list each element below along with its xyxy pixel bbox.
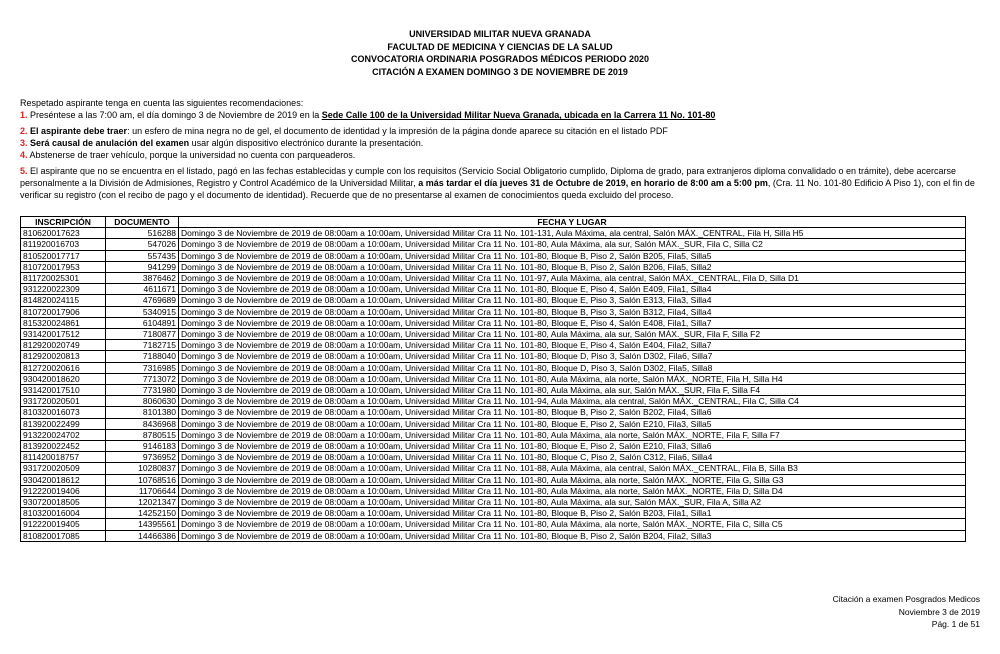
header-faculty: FACULTAD DE MEDICINA Y CIENCIAS DE LA SALUD [387,41,613,52]
inscripcion-cell: 811920016703 [21,239,106,250]
inscripcion-cell: 931720020501 [21,396,106,407]
recommendation-4-number: 4. [20,150,28,160]
inscripcion-cell: 812720020616 [21,362,106,373]
documento-cell: 7188040 [106,351,179,362]
documento-cell: 3876462 [106,273,179,284]
inscripcion-cell: 812920020813 [21,351,106,362]
inscripcion-cell: 810320016073 [21,407,106,418]
header-citation: CITACIÓN A EXAMEN DOMINGO 3 DE NOVIEMBRE DE 2019 [372,66,628,77]
fecha-lugar-cell: Domingo 3 de Noviembre de 2019 de 08:00am a 10:00am, Universidad Militar Cra 11 No. 101-131, Aula Máxima, ala central, Salón MÁX._CENTRAL, Fila H, Silla H5 [179,228,966,239]
documento-cell: 941299 [106,261,179,272]
fecha-lugar-cell: Domingo 3 de Noviembre de 2019 de 08:00am a 10:00am, Universidad Militar Cra 11 No. 101-80, Aula Máxima, ala norte, Salón MÁX._NORTE, Fila H, Silla H4 [179,373,966,384]
documento-cell: 4769689 [106,295,179,306]
documento-cell: 9736952 [106,452,179,463]
footer-title: Citación a examen Posgrados Medicos [832,594,980,604]
fecha-lugar-cell: Domingo 3 de Noviembre de 2019 de 08:00am a 10:00am, Universidad Militar Cra 11 No. 101-80, Bloque E, Piso 3, Salón E313, Fila3, Silla4 [179,295,966,306]
column-header-fecha-lugar: FECHA Y LUGAR [179,217,966,228]
inscripcion-cell: 930420018612 [21,474,106,485]
table-row [21,329,966,340]
recommendation-2-number: 2. [20,126,28,136]
fecha-lugar-cell: Domingo 3 de Noviembre de 2019 de 08:00am a 10:00am, Universidad Militar Cra 11 No. 101-80, Bloque B, Piso 2, Salón B205, Fila5, Silla5 [179,250,966,261]
citation-table [20,216,966,542]
recommendation-2 [20,125,980,137]
fecha-lugar-cell: Domingo 3 de Noviembre de 2019 de 08:00am a 10:00am, Universidad Militar Cra 11 No. 101-94, Aula Máxima, ala central, Salón MÁX._CENTRAL, Fila C, Silla C4 [179,396,966,407]
fecha-lugar-cell: Domingo 3 de Noviembre de 2019 de 08:00am a 10:00am, Universidad Militar Cra 11 No. 101-80, Bloque E, Piso 2, Salón E210, Fila3, Silla6 [179,441,966,452]
fecha-lugar-cell: Domingo 3 de Noviembre de 2019 de 08:00am a 10:00am, Universidad Militar Cra 11 No. 101-80, Aula Máxima, ala norte, Salón MÁX._NORTE, Fila G, Silla G3 [179,474,966,485]
fecha-lugar-cell: Domingo 3 de Noviembre de 2019 de 08:00am a 10:00am, Universidad Militar Cra 11 No. 101-80, Aula Máxima, ala sur, Salón MÁX._SUR, Fila C, Silla C2 [179,239,966,250]
recommendation-1 [20,109,980,121]
table-row [21,474,966,485]
fecha-lugar-cell: Domingo 3 de Noviembre de 2019 de 08:00am a 10:00am, Universidad Militar Cra 11 No. 101-80, Bloque B, Piso 2, Salón B203, Fila1, Silla1 [179,508,966,519]
inscripcion-cell: 810320016004 [21,508,106,519]
document-header [0,28,1000,78]
documento-cell: 8436968 [106,418,179,429]
recommendation-1-number: 1. [20,110,28,120]
table-row [21,273,966,284]
fecha-lugar-cell: Domingo 3 de Noviembre de 2019 de 08:00am a 10:00am, Universidad Militar Cra 11 No. 101-80, Bloque B, Piso 2, Salón B204, Fila2, Silla3 [179,530,966,541]
inscripcion-cell: 912220019405 [21,519,106,530]
documento-cell: 14466386 [106,530,179,541]
documento-cell: 7731980 [106,385,179,396]
intro-lead: Respetado aspirante tenga en cuenta las siguientes recomendaciones: [20,98,304,108]
fecha-lugar-cell: Domingo 3 de Noviembre de 2019 de 08:00am a 10:00am, Universidad Militar Cra 11 No. 101-80, Bloque E, Piso 2, Salón E210, Fila3, Silla5 [179,418,966,429]
documento-cell: 7713072 [106,373,179,384]
table-row [21,317,966,328]
recommendation-4-text: Abstenerse de traer vehículo, porque la universidad no cuenta con parqueaderos. [27,150,356,160]
documento-cell: 11706644 [106,485,179,496]
inscripcion-cell: 810820017085 [21,530,106,541]
documento-cell: 516288 [106,228,179,239]
documento-cell: 10768516 [106,474,179,485]
documento-cell: 6104891 [106,317,179,328]
table-row [21,340,966,351]
table-row [21,407,966,418]
inscripcion-cell: 810720017953 [21,261,106,272]
table-row [21,519,966,530]
table-row [21,463,966,474]
inscripcion-cell: 811720025301 [21,273,106,284]
recommendation-5-deadline: a más tardar el día jueves 31 de Octubre de 2019, en horario de 8:00 am a 5:00 pm [418,178,768,188]
recommendation-3-bold: Será causal de anulación del examen [27,138,190,148]
documento-cell: 8060630 [106,396,179,407]
recommendation-5-text-b: , (Cra. 11 No. 101-80 Edificio A Piso 1), con el fin de verificar su registro (con el recibo de pago y el documento de identidad). Recuerde que de no presentarse al examen de conocimientos queda excluido del proceso. [20,178,975,200]
table-row [21,362,966,373]
fecha-lugar-cell: Domingo 3 de Noviembre de 2019 de 08:00am a 10:00am, Universidad Militar Cra 11 No. 101-80, Bloque C, Piso 2, Salón C312, Fila6, Silla4 [179,452,966,463]
recommendation-3-number: 3. [20,138,28,148]
fecha-lugar-cell: Domingo 3 de Noviembre de 2019 de 08:00am a 10:00am, Universidad Militar Cra 11 No. 101-80, Bloque B, Piso 2, Salón B202, Fila4, Silla6 [179,407,966,418]
fecha-lugar-cell: Domingo 3 de Noviembre de 2019 de 08:00am a 10:00am, Universidad Militar Cra 11 No. 101-80, Bloque D, Piso 3, Salón D302, Fila6, Silla7 [179,351,966,362]
documento-cell: 7180877 [106,329,179,340]
column-header-documento: DOCUMENTO [106,217,179,228]
fecha-lugar-cell: Domingo 3 de Noviembre de 2019 de 08:00am a 10:00am, Universidad Militar Cra 11 No. 101-80, Bloque E, Piso 4, Salón E409, Fila1, Silla4 [179,284,966,295]
recommendation-2-text: : un esfero de mina negra no de gel, el documento de identidad y la impresión de la página donde aparece su citación en el listado PDF [127,126,668,136]
table-row [21,295,966,306]
table-row [21,396,966,407]
inscripcion-cell: 931420017512 [21,329,106,340]
fecha-lugar-cell: Domingo 3 de Noviembre de 2019 de 08:00am a 10:00am, Universidad Militar Cra 11 No. 101-80, Bloque E, Piso 4, Salón E408, Fila1, Silla7 [179,317,966,328]
inscripcion-cell: 813920022499 [21,418,106,429]
recommendation-5-text-a: El aspirante que no se encuentra en el listado, pagó en las fechas establecidas y cumple con los requisitos (Servicio Social Obligatorio cumplido, Diploma de grado, para extranjeros diploma convalidado o en trámite), debe acercarse personalmente a la División de Admisiones, Registro y Control Académico de la Universidad Militar, [20,166,957,188]
inscripcion-cell: 931420017510 [21,385,106,396]
fecha-lugar-cell: Domingo 3 de Noviembre de 2019 de 08:00am a 10:00am, Universidad Militar Cra 11 No. 101-80, Bloque B, Piso 3, Salón B312, Fila4, Silla4 [179,306,966,317]
recommendation-1-text: Preséntese a las 7:00 am, el día domingo 3 de Noviembre de 2019 en la [27,110,322,120]
table-row [21,418,966,429]
table-row [21,351,966,362]
inscripcion-cell: 815320024861 [21,317,106,328]
fecha-lugar-cell: Domingo 3 de Noviembre de 2019 de 08:00am a 10:00am, Universidad Militar Cra 11 No. 101-88, Aula Máxima, ala central, Salón MÁX._CENTRAL, Fila B, Silla B3 [179,463,966,474]
inscripcion-cell: 931720020509 [21,463,106,474]
table-row [21,530,966,541]
table-row [21,250,966,261]
documento-cell: 557435 [106,250,179,261]
inscripcion-cell: 812920020749 [21,340,106,351]
inscripcion-cell: 814820024115 [21,295,106,306]
table-row [21,228,966,239]
table-row [21,508,966,519]
fecha-lugar-cell: Domingo 3 de Noviembre de 2019 de 08:00am a 10:00am, Universidad Militar Cra 11 No. 101-97, Aula Máxima, ala central, Salón MÁX._CENTRAL, Fila D, Silla D1 [179,273,966,284]
recommendation-5 [20,165,980,201]
documento-cell: 547026 [106,239,179,250]
table-row [21,284,966,295]
header-university: UNIVERSIDAD MILITAR NUEVA GRANADA [409,29,591,39]
documento-cell: 5340915 [106,306,179,317]
documento-cell: 14252150 [106,508,179,519]
table-row [21,429,966,440]
inscripcion-cell: 810520017717 [21,250,106,261]
inscripcion-cell: 930720018505 [21,497,106,508]
documento-cell: 8780515 [106,429,179,440]
recommendation-3-text: usar algún dispositivo electrónico durante la presentación. [189,138,424,148]
table-row [21,261,966,272]
fecha-lugar-cell: Domingo 3 de Noviembre de 2019 de 08:00am a 10:00am, Universidad Militar Cra 11 No. 101-80, Bloque D, Piso 3, Salón D302, Fila5, Silla8 [179,362,966,373]
inscripcion-cell: 931220022309 [21,284,106,295]
table-row [21,239,966,250]
documento-cell: 7182715 [106,340,179,351]
documento-cell: 14395561 [106,519,179,530]
inscripcion-cell: 811420018757 [21,452,106,463]
recommendation-3 [20,137,980,149]
table-row [21,306,966,317]
table-row [21,485,966,496]
fecha-lugar-cell: Domingo 3 de Noviembre de 2019 de 08:00am a 10:00am, Universidad Militar Cra 11 No. 101-80, Bloque E, Piso 4, Salón E404, Fila2, Silla7 [179,340,966,351]
table-row [21,441,966,452]
footer-date: Noviembre 3 de 2019 [898,606,980,617]
recommendations [20,97,980,201]
inscripcion-cell: 930420018620 [21,373,106,384]
documento-cell: 9146183 [106,441,179,452]
page-footer [833,593,980,631]
fecha-lugar-cell: Domingo 3 de Noviembre de 2019 de 08:00am a 10:00am, Universidad Militar Cra 11 No. 101-80, Aula Máxima, ala sur, Salón MÁX._SUR, Fila F, Silla F2 [179,329,966,340]
fecha-lugar-cell: Domingo 3 de Noviembre de 2019 de 08:00am a 10:00am, Universidad Militar Cra 11 No. 101-80, Aula Máxima, ala norte, Salón MÁX._NORTE, Fila F, Silla F7 [179,429,966,440]
table-row [21,373,966,384]
fecha-lugar-cell: Domingo 3 de Noviembre de 2019 de 08:00am a 10:00am, Universidad Militar Cra 11 No. 101-80, Aula Máxima, ala sur, Salón MÁX._SUR, Fila A, Silla A2 [179,497,966,508]
fecha-lugar-cell: Domingo 3 de Noviembre de 2019 de 08:00am a 10:00am, Universidad Militar Cra 11 No. 101-80, Aula Máxima, ala norte, Salón MÁX._NORTE, Fila C, Silla C5 [179,519,966,530]
inscripcion-cell: 912220019406 [21,485,106,496]
inscripcion-cell: 810720017906 [21,306,106,317]
recommendation-1-place: Sede Calle 100 de la Universidad Militar Nueva Granada, ubicada en la Carrera 11 No. 101-80 [321,110,716,120]
documento-cell: 4611671 [106,284,179,295]
inscripcion-cell: 813920022452 [21,441,106,452]
header-call: CONVOCATORIA ORDINARIA POSGRADOS MÉDICOS PERIODO 2020 [350,54,650,64]
fecha-lugar-cell: Domingo 3 de Noviembre de 2019 de 08:00am a 10:00am, Universidad Militar Cra 11 No. 101-80, Bloque B, Piso 2, Salón B206, Fila5, Silla2 [179,261,966,272]
documento-cell: 10280837 [106,463,179,474]
table-row [21,385,966,396]
inscripcion-cell: 810620017623 [21,228,106,239]
column-header-inscripcion: INSCRIPCIÓN [21,217,106,228]
table-row [21,452,966,463]
recommendation-5-number: 5. [20,166,28,176]
recommendation-4 [20,149,980,161]
recommendation-2-bold: El aspirante debe traer [27,126,128,136]
documento-cell: 12021347 [106,497,179,508]
footer-page-number: Pág. 1 de 51 [931,619,980,629]
inscripcion-cell: 913220024702 [21,429,106,440]
table-header-row [21,217,966,228]
documento-cell: 8101380 [106,407,179,418]
documento-cell: 7316985 [106,362,179,373]
fecha-lugar-cell: Domingo 3 de Noviembre de 2019 de 08:00am a 10:00am, Universidad Militar Cra 11 No. 101-80, Aula Máxima, ala sur, Salón MÁX._SUR, Fila F, Silla F4 [179,385,966,396]
fecha-lugar-cell: Domingo 3 de Noviembre de 2019 de 08:00am a 10:00am, Universidad Militar Cra 11 No. 101-80, Aula Máxima, ala norte, Salón MÁX._NORTE, Fila D, Silla D4 [179,485,966,496]
table-row [21,497,966,508]
